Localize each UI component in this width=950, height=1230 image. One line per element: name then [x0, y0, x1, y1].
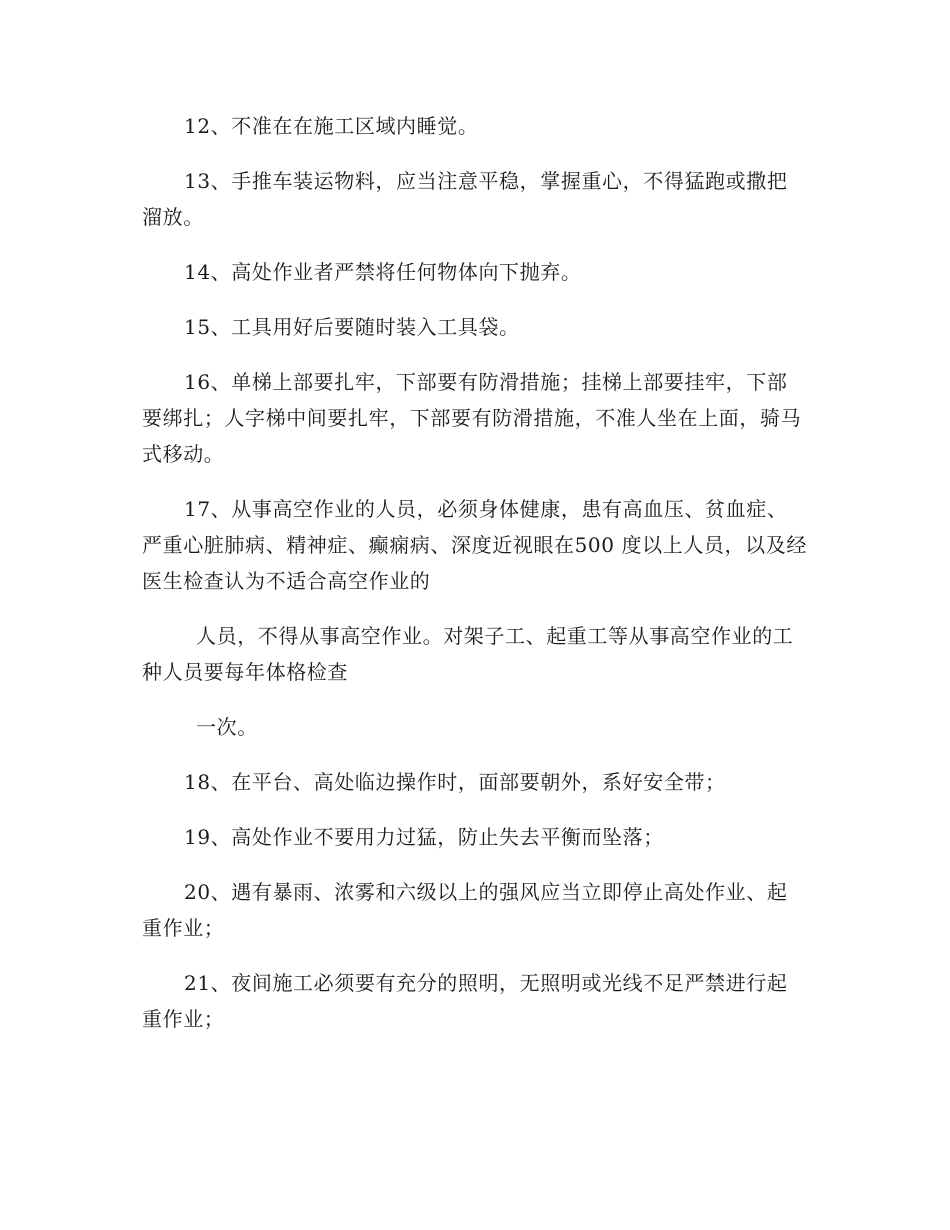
paragraph-18: 18、在平台、高处临边操作时，面部要朝外，系好安全带； — [184, 770, 726, 794]
paragraph-15: 15、工具用好后要随时装入工具袋。 — [184, 315, 520, 339]
paragraph-14: 14、高处作业者严禁将任何物体向下抛弃。 — [184, 260, 582, 284]
paragraph-17: 17、从事高空作业的人员，必须身体健康，患有高血压、贫血症、严重心脏肺病、精神症、癫痫病、深度近视眼在500 度以上人员，以及经医生检查认为不适合高空作业的 — [142, 497, 807, 593]
paragraph-19: 19、高处作业不要用力过猛，防止失去平衡而坠落； — [184, 825, 664, 849]
paragraph-21: 21、夜间施工必须要有充分的照明，无照明或光线不足严禁进行起重作业； — [142, 971, 788, 1031]
paragraph-13: 13、手推车装运物料，应当注意平稳，掌握重心，不得猛跑或撒把溜放。 — [142, 169, 788, 229]
paragraph-17-continued: 人员，不得从事高空作业。对架子工、起重工等从事高空作业的工种人员要每年体格检查 — [142, 624, 794, 684]
paragraph-20: 20、遇有暴雨、浓雾和六级以上的强风应当立即停止高处作业、起重作业； — [142, 880, 788, 940]
document-body — [142, 108, 807, 1056]
paragraph-17-end: 一次。 — [196, 715, 258, 739]
paragraph-12: 12、不准在在施工区域内睡觉。 — [184, 114, 479, 138]
paragraph-16: 16、单梯上部要扎牢，下部要有防滑措施；挂梯上部要挂牢，下部要绑扎；人字梯中间要扎牢，下部要有防滑措施，不准人坐在上面，骑马式移动。 — [142, 370, 802, 466]
